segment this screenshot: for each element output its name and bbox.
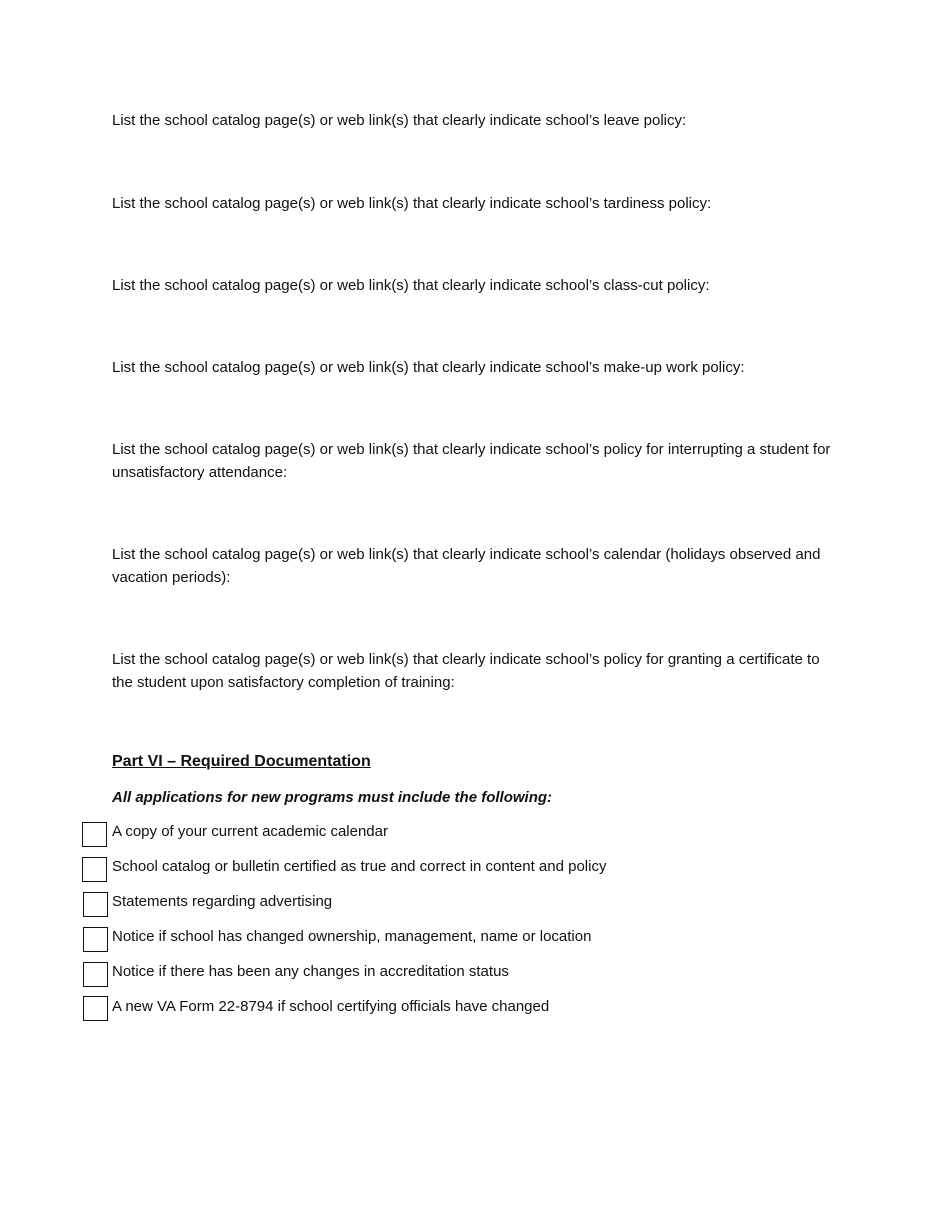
checklist-item xyxy=(0,891,950,921)
checklist-item-label: A new VA Form 22-8794 if school certifying officials have changed xyxy=(112,998,550,1015)
checklist-item-label: School catalog or bulletin certified as true and correct in content and policy xyxy=(112,858,607,875)
checkbox[interactable] xyxy=(83,996,108,1021)
checklist-item-label: Notice if there has been any changes in accreditation status xyxy=(112,963,509,980)
question-tardiness-policy: List the school catalog page(s) or web link(s) that clearly indicate school’s tardiness policy: xyxy=(112,195,712,212)
checklist-item-label: Notice if school has changed ownership, management, name or location xyxy=(112,928,592,945)
checklist-item xyxy=(0,926,950,956)
checkbox[interactable] xyxy=(83,892,108,917)
checkbox[interactable] xyxy=(83,927,108,952)
part-vi-subheading: All applications for new programs must include the following: xyxy=(112,789,553,806)
question-class-cut-policy: List the school catalog page(s) or web link(s) that clearly indicate school’s class-cut policy: xyxy=(112,277,710,294)
checkbox[interactable] xyxy=(82,822,107,847)
checkbox[interactable] xyxy=(82,857,107,882)
checklist-item-label: A copy of your current academic calendar xyxy=(112,823,388,840)
checklist-item xyxy=(0,856,950,886)
checkbox[interactable] xyxy=(83,962,108,987)
question-certificate-policy: List the school catalog page(s) or web link(s) that clearly indicate school’s policy for granting a certificate to the student upon satisfactory completion of training: xyxy=(112,651,820,691)
question-make-up-work-policy: List the school catalog page(s) or web link(s) that clearly indicate school’s make-up work policy: xyxy=(112,359,745,376)
question-interrupting-policy: List the school catalog page(s) or web link(s) that clearly indicate school’s policy for interrupting a student for unsatisfactory attendance: xyxy=(112,441,831,481)
checklist-item xyxy=(0,821,950,851)
part-vi-heading: Part VI – Required Documentation xyxy=(112,753,371,770)
checklist-item xyxy=(0,996,950,1026)
question-calendar: List the school catalog page(s) or web link(s) that clearly indicate school’s calendar (holidays observed and vacation periods): xyxy=(112,546,821,586)
checklist-item-label: Statements regarding advertising xyxy=(112,893,333,910)
checklist-item xyxy=(0,961,950,991)
question-leave-policy: List the school catalog page(s) or web link(s) that clearly indicate school’s leave policy: xyxy=(112,112,687,129)
